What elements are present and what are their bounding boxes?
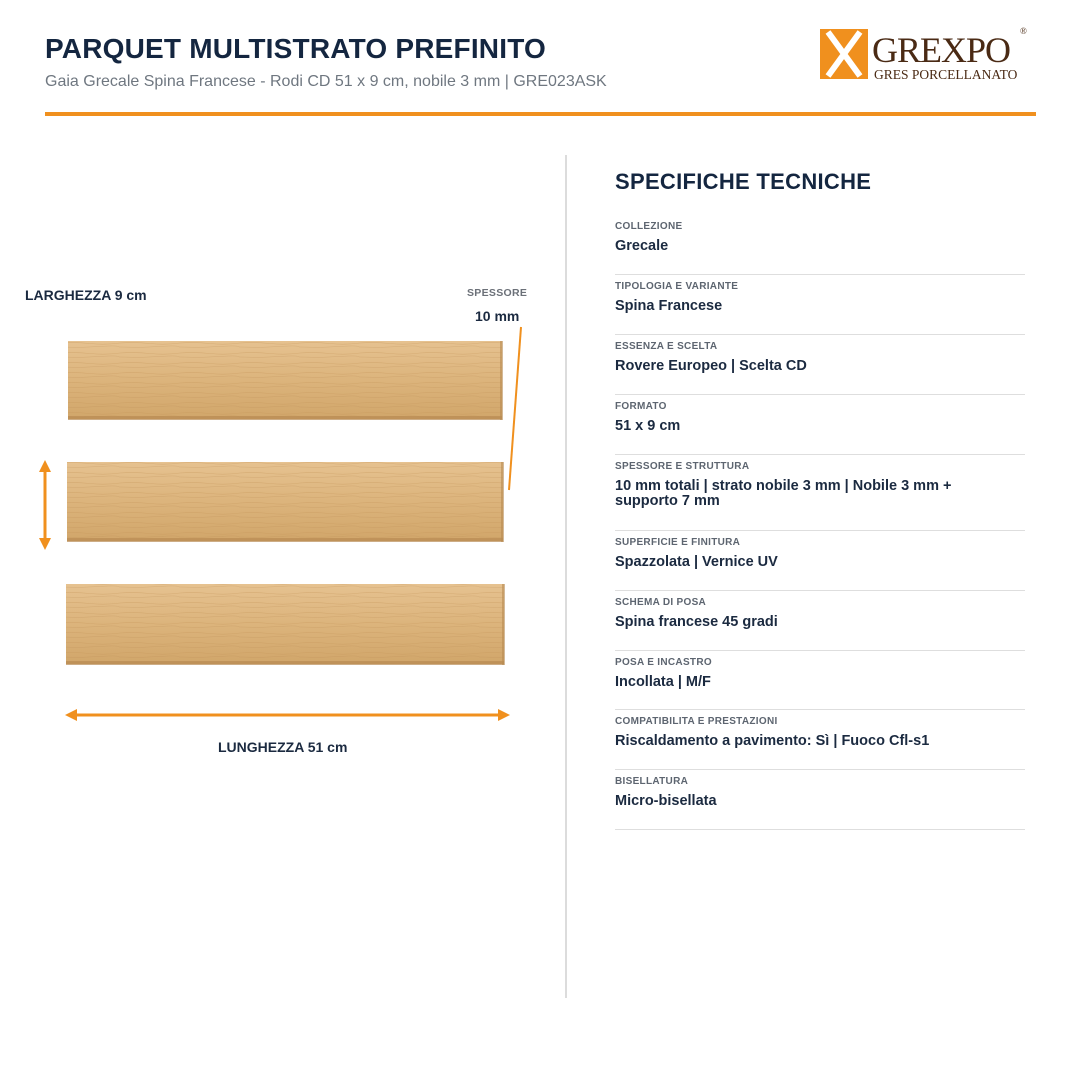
spec-value: Spina francese 45 gradi	[615, 614, 778, 630]
grexpo-logo	[818, 24, 1030, 84]
length-label: LUNGHEZZA 51 cm	[218, 739, 348, 755]
plank	[68, 341, 503, 420]
spec-value: Incollata | M/F	[615, 674, 711, 690]
spec-value: Micro-bisellata	[615, 793, 717, 809]
spec-item-posa-incastro	[615, 651, 1025, 710]
page-subtitle: Gaia Grecale Spina Francese - Rodi CD 51 x 9 cm, nobile 3 mm | GRE023ASK	[45, 73, 607, 90]
column-divider	[565, 155, 567, 998]
spec-label: COMPATIBILITA E PRESTAZIONI	[615, 716, 778, 727]
spec-label: SCHEMA DI POSA	[615, 597, 707, 608]
spec-item-bisellatura	[615, 770, 1025, 830]
spec-item-superficie	[615, 531, 1025, 591]
width-label: LARGHEZZA 9 cm	[25, 287, 147, 303]
spec-label: ESSENZA E SCELTA	[615, 341, 718, 352]
length-arrow	[65, 709, 510, 721]
specs-list	[615, 215, 1025, 830]
spec-value: Spazzolata | Vernice UV	[615, 554, 778, 570]
spec-label: SPESSORE E STRUTTURA	[615, 461, 750, 472]
spec-item-formato	[615, 395, 1025, 455]
spec-item-compatibilita	[615, 710, 1025, 770]
width-arrow	[39, 460, 51, 550]
spec-label: COLLEZIONE	[615, 221, 683, 232]
spec-item-collezione	[615, 215, 1025, 275]
spec-item-tipologia	[615, 275, 1025, 335]
spec-label: SUPERFICIE E FINITURA	[615, 537, 741, 548]
logo-registered-mark: ®	[1020, 26, 1027, 36]
spec-item-essenza	[615, 335, 1025, 395]
spec-label: POSA E INCASTRO	[615, 657, 712, 668]
spec-value: Grecale	[615, 238, 669, 254]
spec-item-spessore	[615, 455, 1025, 531]
spec-value: 51 x 9 cm	[615, 418, 681, 434]
spec-label: TIPOLOGIA E VARIANTE	[615, 281, 739, 292]
thickness-caption: SPESSORE	[467, 287, 528, 299]
plank	[66, 584, 505, 665]
spec-value: 10 mm totali | strato nobile 3 mm | Nobile 3 mm + supporto 7 mm	[615, 478, 952, 509]
spec-value: Riscaldamento a pavimento: Sì | Fuoco Cfl-s1	[615, 733, 930, 749]
logo-wordmark: GREXPO	[872, 30, 1011, 70]
thickness-leader-line	[509, 327, 521, 490]
product-drawing	[0, 0, 560, 800]
logo-tagline: GRES PORCELLANATO	[874, 67, 1018, 82]
spec-label: FORMATO	[615, 401, 667, 412]
thickness-value: 10 mm	[475, 308, 520, 324]
spec-item-schema-posa	[615, 591, 1025, 651]
specs-title: SPECIFICHE TECNICHE	[615, 169, 872, 194]
spec-value: Spina Francese	[615, 298, 723, 314]
spec-label: BISELLATURA	[615, 776, 689, 787]
spec-value: Rovere Europeo | Scelta CD	[615, 358, 807, 374]
plank	[67, 462, 504, 542]
page-title: PARQUET MULTISTRATO PREFINITO	[45, 33, 546, 64]
